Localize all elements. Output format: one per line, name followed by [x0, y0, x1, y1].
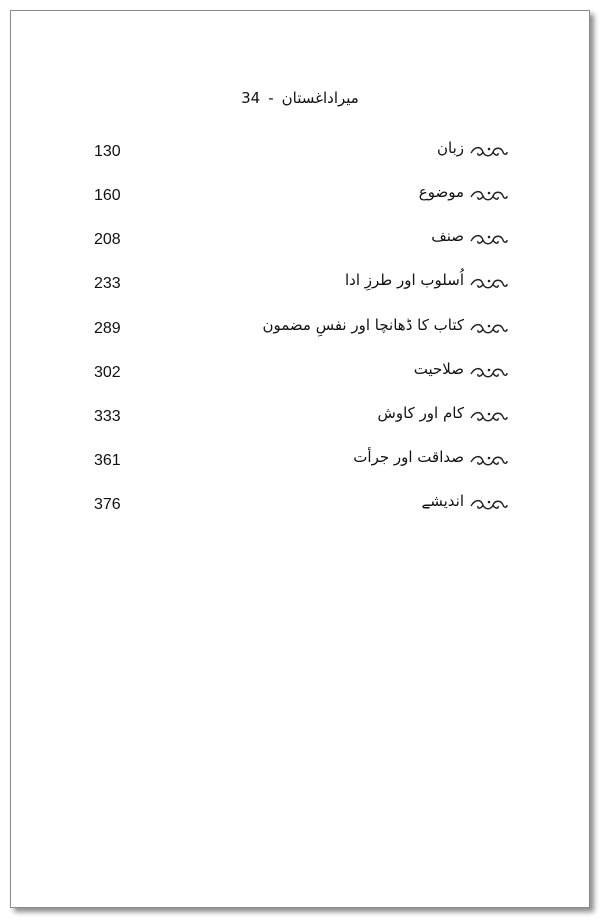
toc-entry [11, 316, 589, 346]
flourish-ornament-icon [469, 232, 509, 248]
flourish-ornament-icon [469, 497, 509, 513]
toc-entry [11, 139, 589, 169]
toc-page-number: 208 [94, 231, 121, 248]
toc-title: موضوع [418, 183, 464, 201]
running-header [11, 89, 589, 107]
toc-title: زبان [436, 139, 464, 157]
toc-entry [11, 360, 589, 390]
toc-page-number: 333 [94, 408, 121, 425]
flourish-ornament-icon [469, 409, 509, 425]
toc-page-number: 130 [94, 143, 121, 160]
flourish-ornament-icon [469, 276, 509, 292]
flourish-ornament-icon [469, 365, 509, 381]
header-dash: - [268, 89, 274, 107]
toc-entry [11, 404, 589, 434]
flourish-ornament-icon [469, 144, 509, 160]
flourish-ornament-icon [469, 188, 509, 204]
toc-title: صنف [431, 227, 464, 245]
toc-entry [11, 271, 589, 301]
toc-page-number: 160 [94, 187, 121, 204]
toc-title: کتاب کا ڈھانچا اور نفسِ مضمون [262, 316, 464, 334]
toc-title: کام اور کاوش [377, 404, 464, 422]
toc-entry [11, 492, 589, 522]
flourish-ornament-icon [469, 453, 509, 469]
toc-entry [11, 227, 589, 257]
header-page-number: 34 [241, 89, 261, 107]
toc-page-number: 289 [94, 320, 121, 337]
toc-page-number: 361 [94, 452, 121, 469]
toc-entry [11, 448, 589, 478]
toc-entry [11, 183, 589, 213]
toc-title: اُسلوب اور طرزِ ادا [344, 271, 464, 289]
toc-title: اندیشے [421, 492, 464, 510]
toc-page-number: 233 [94, 275, 121, 292]
toc-title: صلاحیت [413, 360, 464, 378]
toc-page-number: 376 [94, 496, 121, 513]
toc-title: صداقت اور جرأت [353, 448, 464, 466]
flourish-ornament-icon [469, 321, 509, 337]
book-page [10, 10, 590, 908]
toc-page-number: 302 [94, 364, 121, 381]
header-title: میراداغستان [281, 89, 359, 107]
